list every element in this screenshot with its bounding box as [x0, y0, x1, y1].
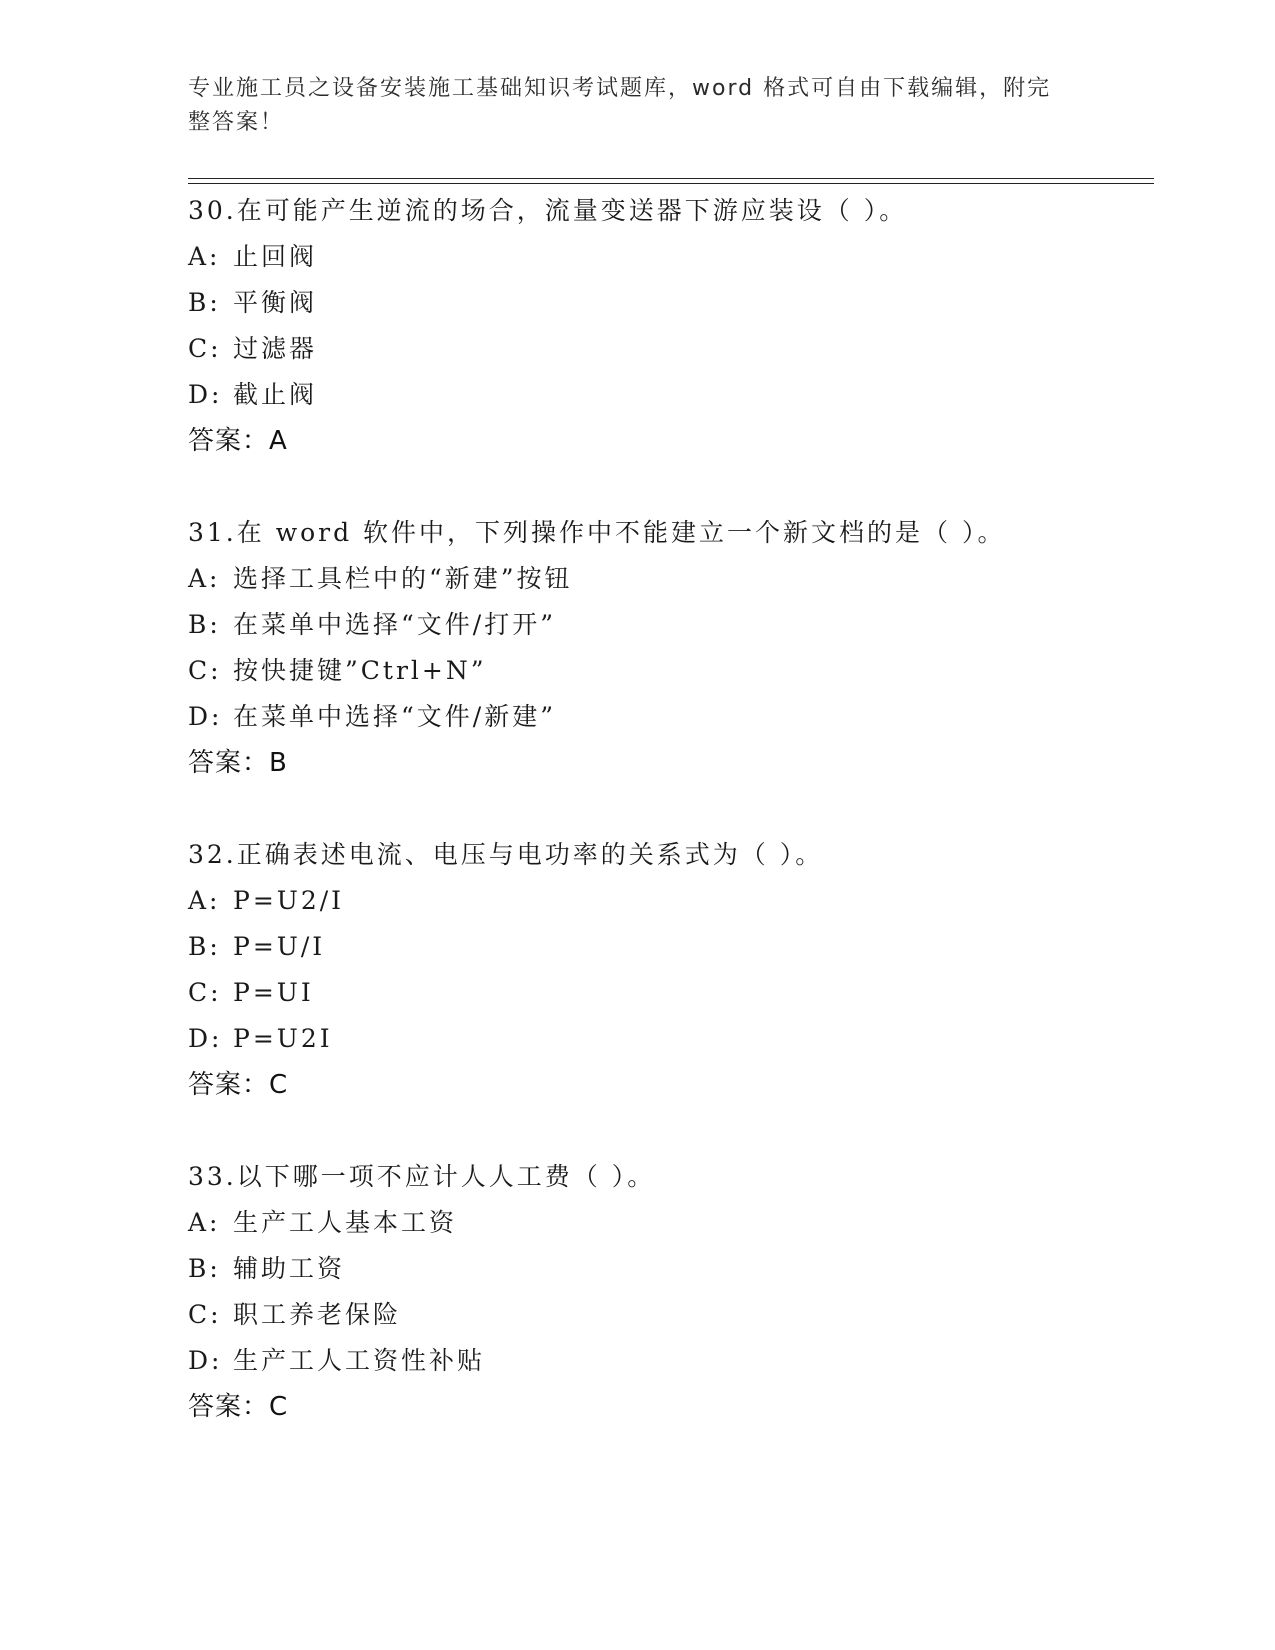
- option-text: 生产工人工资性补贴: [233, 1346, 486, 1375]
- option-letter: B:: [188, 932, 221, 961]
- option-letter: C:: [188, 1300, 222, 1329]
- option-text: 止回阀: [233, 242, 318, 271]
- option-b: [188, 1246, 1148, 1292]
- option-letter: A:: [188, 564, 221, 593]
- option-d: [188, 1338, 1148, 1384]
- answer-line: 答案：A: [188, 426, 288, 456]
- answer-line: 答案：C: [188, 1392, 289, 1422]
- option-letter: B:: [188, 288, 221, 317]
- option-b: [188, 924, 1148, 970]
- option-letter: D:: [188, 380, 223, 409]
- option-d: [188, 372, 1148, 418]
- option-d: [188, 1016, 1148, 1062]
- option-letter: B:: [188, 610, 221, 639]
- option-text: 生产工人基本工资: [233, 1208, 458, 1237]
- option-letter: B:: [188, 1254, 221, 1283]
- option-letter: C:: [188, 978, 222, 1007]
- option-c: [188, 648, 1148, 694]
- question-stem: 31.在 word 软件中，下列操作中不能建立一个新文档的是（ ）。: [188, 518, 1006, 547]
- option-text: 在菜单中选择“文件/打开”: [233, 610, 556, 639]
- option-letter: A:: [188, 1208, 221, 1237]
- option-c: [188, 326, 1148, 372]
- answer-line: 答案：C: [188, 1070, 289, 1100]
- answer-line: 答案：B: [188, 748, 288, 778]
- option-letter: C:: [188, 656, 222, 685]
- document-header: 专业施工员之设备安装施工基础知识考试题库，word 格式可自由下载编辑，附完整答案！: [188, 76, 1052, 135]
- option-a: [188, 1200, 1148, 1246]
- option-letter: D:: [188, 1024, 223, 1053]
- option-text: 职工养老保险: [233, 1300, 402, 1329]
- question-32: [188, 832, 1148, 1108]
- header-divider-top: [188, 178, 1154, 179]
- option-b: [188, 602, 1148, 648]
- option-letter: C:: [188, 334, 222, 363]
- option-text: P=UI: [233, 978, 314, 1007]
- option-text: 在菜单中选择“文件/新建”: [233, 702, 556, 731]
- question-stem: 32.正确表述电流、电压与电功率的关系式为（ ）。: [188, 840, 824, 869]
- option-letter: D:: [188, 1346, 223, 1375]
- option-text: P=U2/I: [233, 886, 345, 915]
- option-letter: A:: [188, 886, 221, 915]
- option-c: [188, 970, 1148, 1016]
- option-text: 按快捷键”Ctrl+N”: [233, 656, 487, 685]
- option-a: [188, 878, 1148, 924]
- header-divider-bottom: [188, 183, 1154, 184]
- option-text: 截止阀: [233, 380, 318, 409]
- question-stem: 33.以下哪一项不应计人人工费（ ）。: [188, 1162, 656, 1191]
- option-text: 选择工具栏中的“新建”按钮: [233, 564, 573, 593]
- question-list: [188, 188, 1148, 1476]
- question-33: [188, 1154, 1148, 1430]
- option-d: [188, 694, 1148, 740]
- question-stem: 30.在可能产生逆流的场合，流量变送器下游应装设（ ）。: [188, 196, 908, 225]
- option-text: 平衡阀: [233, 288, 318, 317]
- option-a: [188, 234, 1148, 280]
- option-b: [188, 280, 1148, 326]
- option-text: P=U/I: [233, 932, 326, 961]
- option-text: 过滤器: [233, 334, 318, 363]
- option-c: [188, 1292, 1148, 1338]
- option-text: P=U2I: [233, 1024, 333, 1053]
- question-30: [188, 188, 1148, 464]
- option-text: 辅助工资: [233, 1254, 346, 1283]
- option-letter: A:: [188, 242, 221, 271]
- question-31: [188, 510, 1148, 786]
- option-letter: D:: [188, 702, 223, 731]
- option-a: [188, 556, 1148, 602]
